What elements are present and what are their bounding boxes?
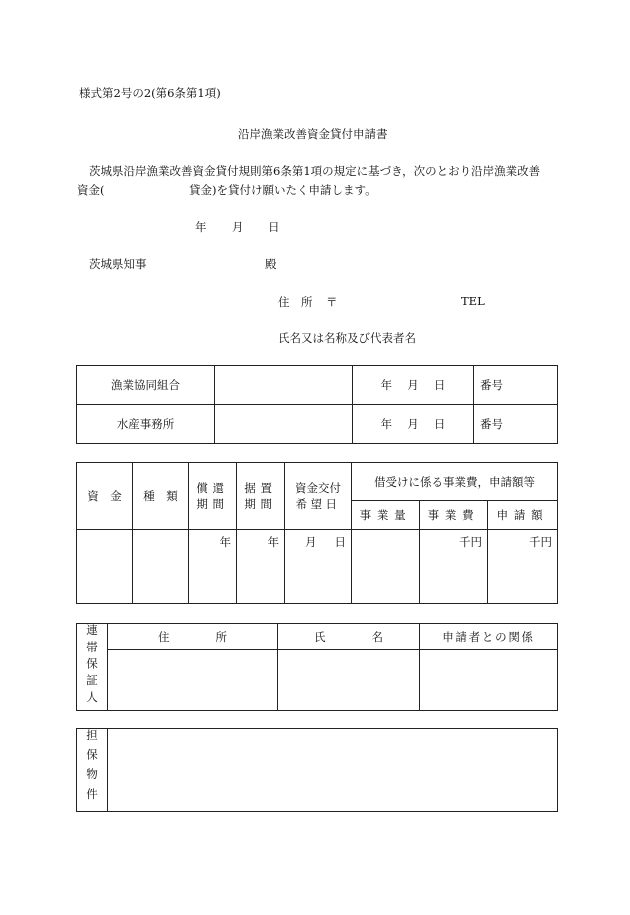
kind-header: 種 類 xyxy=(133,463,189,530)
coop-label: 漁業協同組合 xyxy=(77,366,215,405)
defer-unit: 年 xyxy=(267,535,279,549)
cost-header: 事業費 xyxy=(420,501,488,530)
fund-header: 資 金 xyxy=(77,463,133,530)
postal-mark: 〒 xyxy=(326,295,338,309)
body-text-line1: 茨城県沿岸漁業改善資金貸付規則第6条第1項の規定に基づき，次のとおり沿岸漁業改善 xyxy=(89,164,541,178)
desired-header-line2: 希望日 xyxy=(295,497,341,511)
kind-cell[interactable] xyxy=(133,530,189,604)
amount-unit: 千円 xyxy=(529,535,552,549)
day-unit: 日 xyxy=(334,535,346,549)
office-date: 年 月 日 xyxy=(353,405,474,444)
repay-header-line1: 償還 xyxy=(196,481,229,495)
review-row xyxy=(77,366,558,405)
name-label: 氏名又は名称及び代表者名 xyxy=(278,331,416,345)
cost-cell[interactable] xyxy=(420,530,488,604)
office-number-label: 番号 xyxy=(474,405,558,444)
review-table xyxy=(76,365,558,444)
desired-date-header xyxy=(285,463,352,530)
amount-header: 申請額 xyxy=(488,501,558,530)
amount-cell[interactable] xyxy=(488,530,558,604)
guarantor-table xyxy=(76,623,558,711)
tel-label: TEL xyxy=(461,294,485,308)
honorific: 殿 xyxy=(265,257,277,271)
guarantor-relation-header: 申請者との関係 xyxy=(420,624,558,650)
guarantor-address-header: 住 所 xyxy=(108,624,278,650)
defer-header-line1: 据置 xyxy=(244,481,277,495)
date-year: 年 xyxy=(195,220,207,234)
coop-date: 年 月 日 xyxy=(353,366,474,405)
coop-value-cell[interactable] xyxy=(215,366,353,405)
collateral-side-label-cell xyxy=(77,729,108,812)
form-title: 沿岸漁業改善資金貸付申請書 xyxy=(238,127,388,141)
body-text-line2-prefix: 資金( xyxy=(77,183,105,197)
guarantor-relation-cell[interactable] xyxy=(420,650,558,711)
collateral-side-label: 担保物件 xyxy=(85,729,99,808)
review-row xyxy=(77,405,558,444)
quantity-cell[interactable] xyxy=(352,530,420,604)
office-label: 水産事務所 xyxy=(77,405,215,444)
guarantor-name-cell[interactable] xyxy=(278,650,420,711)
quantity-header: 事業量 xyxy=(352,501,420,530)
guarantor-side-label-cell xyxy=(77,624,108,711)
date-month: 月 xyxy=(232,220,244,234)
collateral-cell[interactable] xyxy=(108,729,558,812)
defer-cell[interactable] xyxy=(237,530,285,604)
address-label: 住 所 xyxy=(278,295,313,309)
body-text-line2-suffix: 貸金)を貸付け願いたく申請します。 xyxy=(189,183,377,197)
date-day: 日 xyxy=(268,220,280,234)
office-value-cell[interactable] xyxy=(215,405,353,444)
collateral-table xyxy=(76,728,558,812)
repay-header-line2: 期間 xyxy=(196,497,229,511)
guarantor-name-header: 氏 名 xyxy=(278,624,420,650)
guarantor-side-label: 連帯保証人 xyxy=(85,624,99,708)
repay-cell[interactable] xyxy=(189,530,237,604)
desired-header-line1: 資金交付 xyxy=(295,481,341,495)
defer-period-header xyxy=(237,463,285,530)
repay-period-header xyxy=(189,463,237,530)
guarantor-address-cell[interactable] xyxy=(108,650,278,711)
loan-table xyxy=(76,462,558,604)
project-group-header: 借受けに係る事業費，申請額等 xyxy=(352,463,558,501)
repay-unit: 年 xyxy=(219,535,231,549)
defer-header-line2: 期間 xyxy=(244,497,277,511)
fund-cell[interactable] xyxy=(77,530,133,604)
form-number: 様式第2号の2(第6条第1項) xyxy=(79,86,221,100)
cost-unit: 千円 xyxy=(459,535,482,549)
addressee: 茨城県知事 xyxy=(89,257,147,271)
month-unit: 月 xyxy=(305,535,317,549)
coop-number-label: 番号 xyxy=(474,366,558,405)
desired-date-cell[interactable] xyxy=(285,530,352,604)
